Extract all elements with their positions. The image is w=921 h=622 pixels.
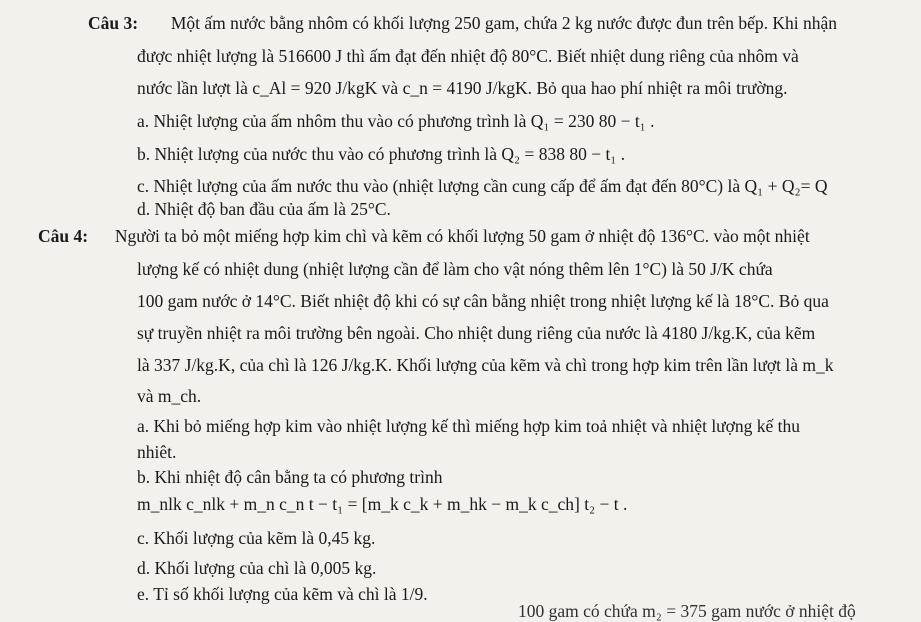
q3-label: Câu 3: <box>88 13 139 33</box>
q4-option-b-2: m_nlk c_nlk + m_n c_n t − t₁ = [m_k c_k + m_hk − m_k c_ch] t₂ − t . <box>137 494 628 514</box>
q3-option-a: a. Nhiệt lượng của ấm nhôm thu vào có phương trình là Q₁ = 230 80 − t₁ . <box>137 111 655 131</box>
q4-line-4: sự truyền nhiệt ra môi trường bên ngoài. Cho nhiệt dung riêng của nước là 4180 J/kg.K, của kẽm <box>137 323 816 343</box>
q3-line-2: được nhiệt lượng là 516600 J thì ấm đạt đến nhiệt độ 80°C. Biết nhiệt dung riêng của nhôm và <box>137 46 799 66</box>
q4-line-2: lượng kế có nhiệt dung (nhiệt lượng cần để làm cho vật nóng thêm lên 1°C) là 50 J/K chứa <box>137 259 773 279</box>
q4-line-6: và m_ch. <box>137 386 202 406</box>
q4-option-a-1: a. Khi bỏ miếng hợp kim vào nhiệt lượng kế thì miếng hợp kim toả nhiệt và nhiệt lượng kế thu <box>137 416 801 436</box>
q4-option-e: e. Tỉ số khối lượng của kẽm và chì là 1/9. <box>137 584 428 604</box>
q3-option-d: d. Nhiệt độ ban đầu của ấm là 25°C. <box>137 199 391 219</box>
q4-label: Câu 4: <box>38 226 89 246</box>
q4-option-a-2: nhiêt. <box>137 442 177 462</box>
q4-line-5: là 337 J/kg.K, của chì là 126 J/kg.K. Khối lượng của kẽm và chì trong hợp kim trên lần lượt là m_k <box>137 355 834 375</box>
q4-option-d: d. Khối lượng của chì là 0,005 kg. <box>137 558 377 578</box>
q4-line-3: 100 gam nước ở 14°C. Biết nhiệt độ khi có sự cân bằng nhiệt trong nhiệt lượng kế là 18°C. Bỏ qua <box>137 291 829 311</box>
q4-line-1 <box>38 225 810 247</box>
q3-option-b: b. Nhiệt lượng của nước thu vào có phương trình là Q₂ = 838 80 − t₁ . <box>137 144 626 164</box>
q4-option-c: c. Khối lượng của kẽm là 0,45 kg. <box>137 528 376 548</box>
q3-option-c: c. Nhiệt lượng của ấm nước thu vào (nhiệt lượng cần cung cấp để ấm đạt đến 80°C) là Q₁ + Q₂= Q <box>137 176 828 196</box>
q3-line-3: nước lần lượt là c_Al = 920 J/kgK và c_n = 4190 J/kgK. Bỏ qua hao phí nhiệt ra môi trường. <box>137 78 788 98</box>
q3-text-1: Một ấm nước bằng nhôm có khối lượng 250 gam, chứa 2 kg nước được đun trên bếp. Khi nhận <box>170 13 838 33</box>
q4-cutoff-text: 100 gam có chứa m₂ = 375 gam nước ở nhiệt độ <box>518 601 856 621</box>
q4-text-1: Người ta bỏ một miếng hợp kim chì và kẽm có khối lượng 50 gam ở nhiệt độ 136°C. vào một nhiệt <box>114 226 810 246</box>
q3-line-1 <box>88 12 837 34</box>
q4-option-b-1: b. Khi nhiệt độ cân bằng ta có phương trình <box>137 467 443 487</box>
